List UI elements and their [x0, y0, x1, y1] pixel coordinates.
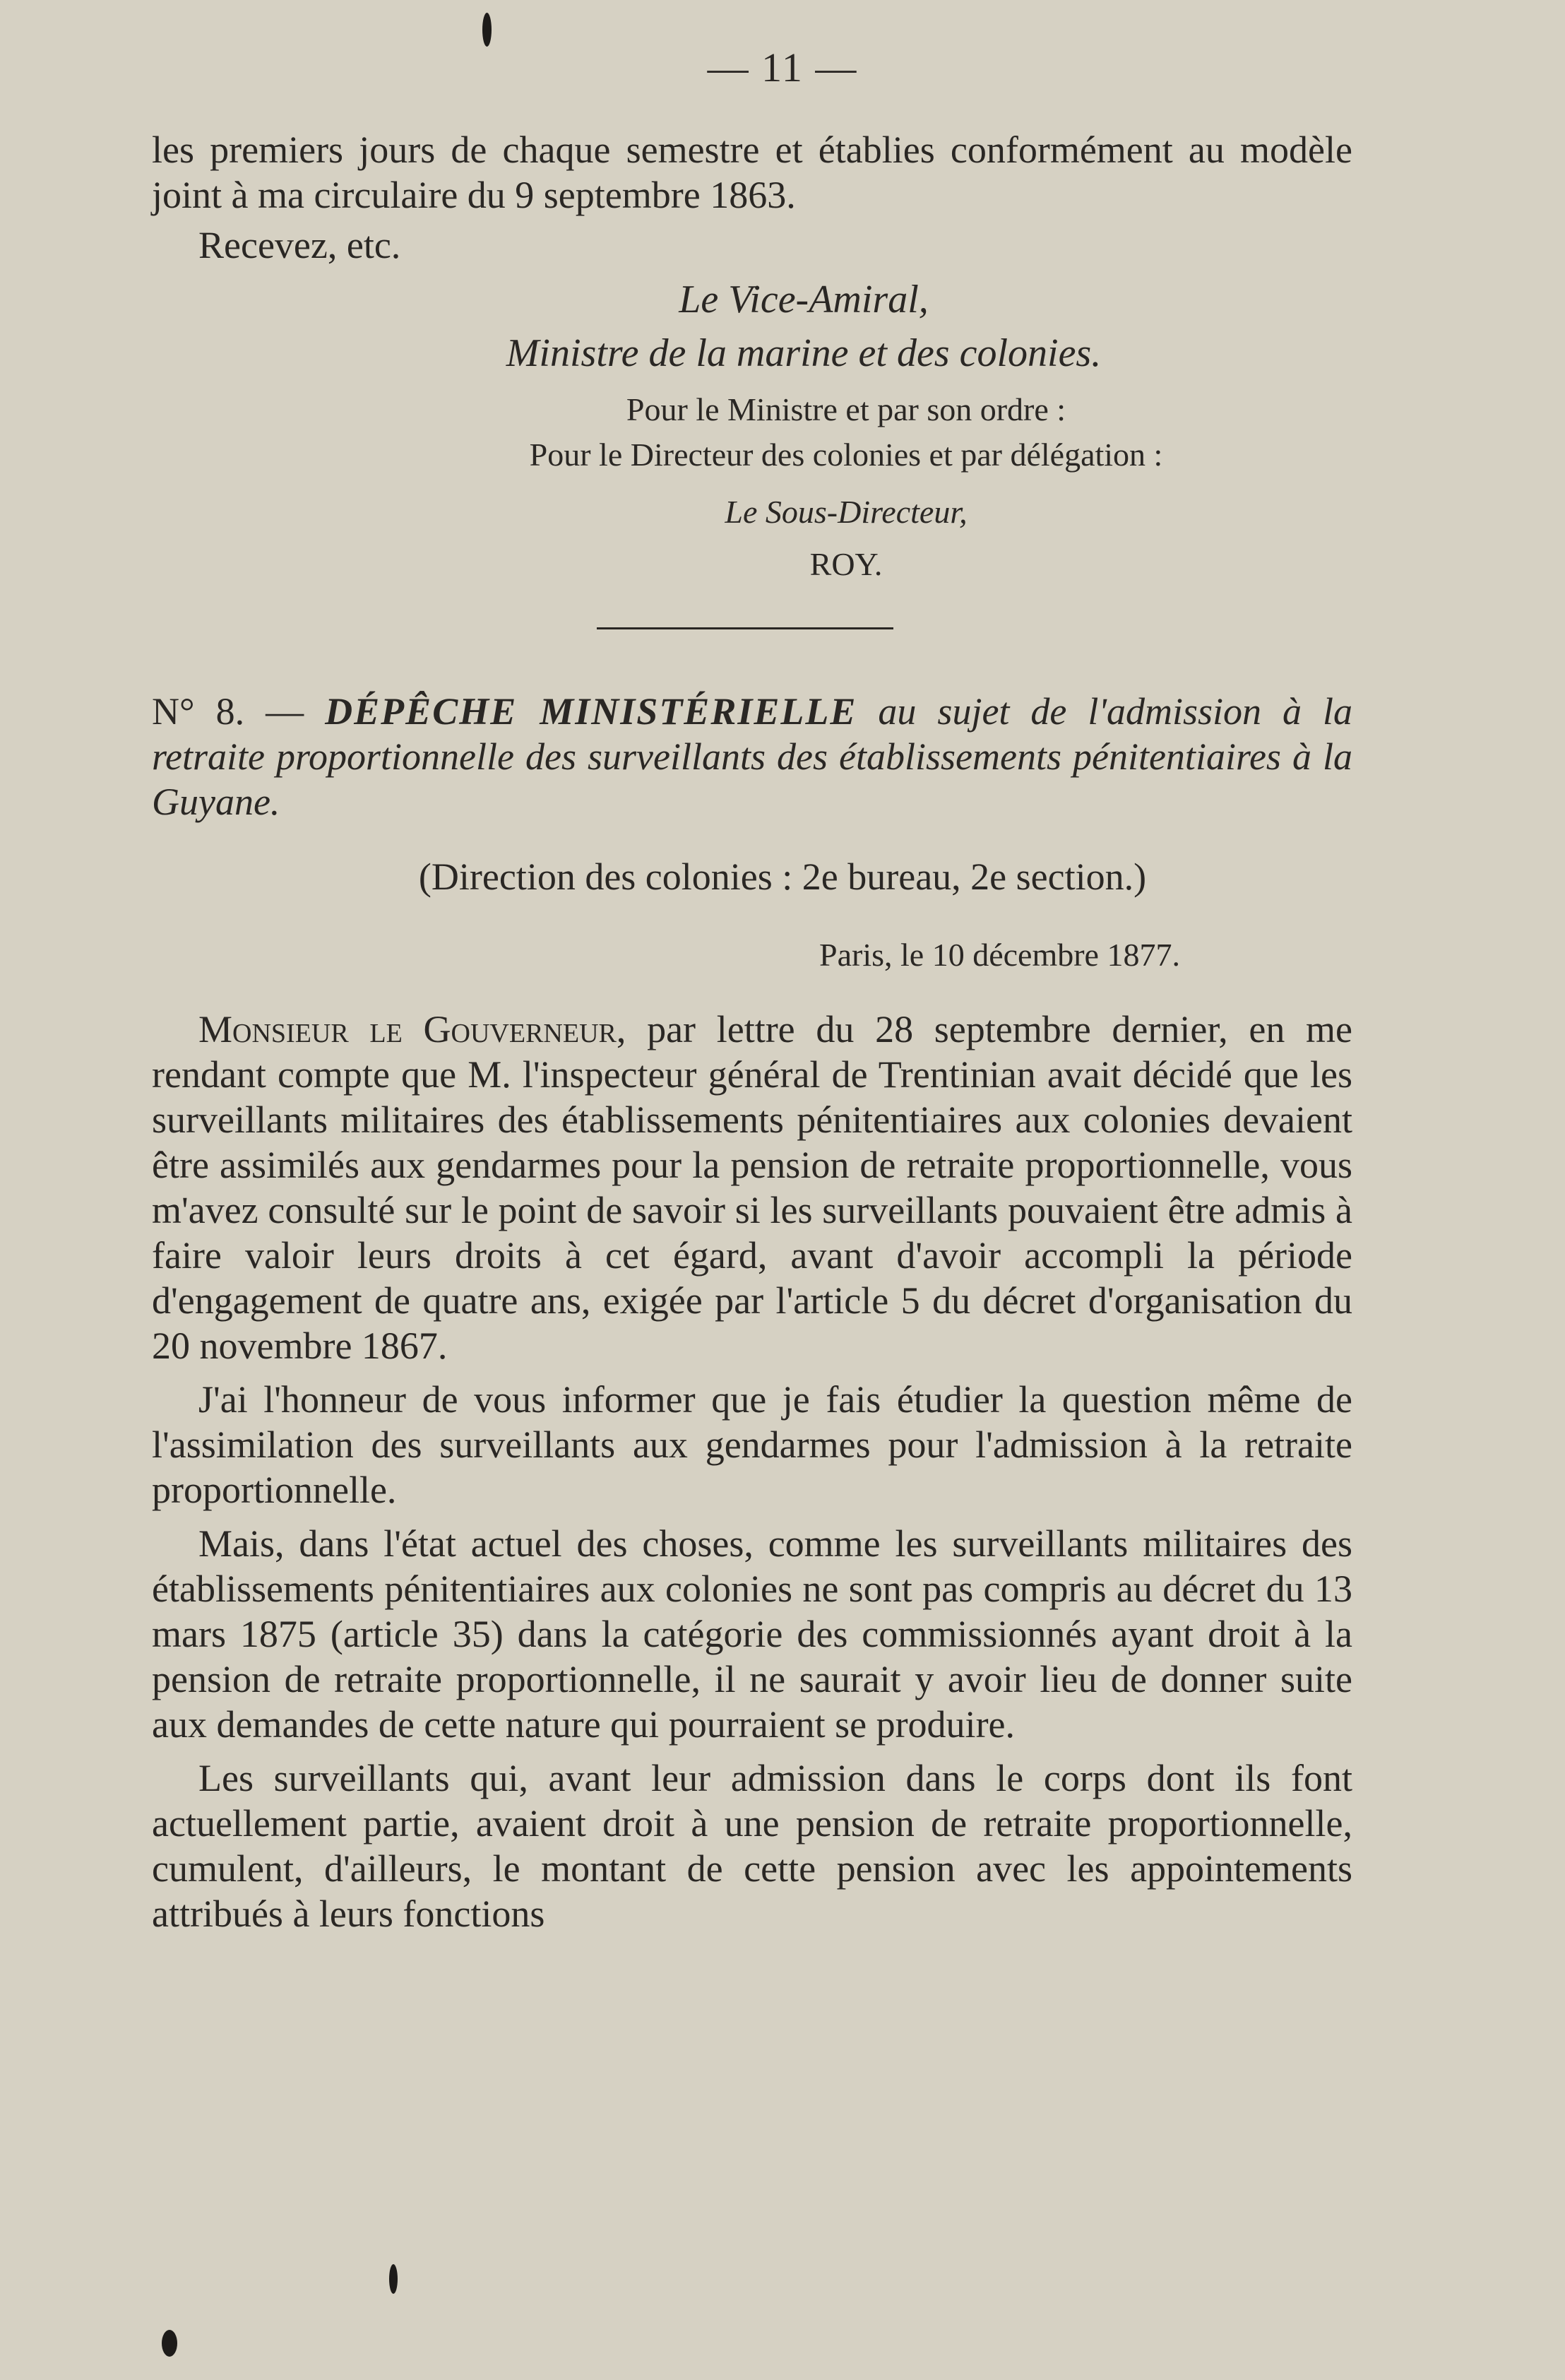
signature-name: ROY. — [809, 546, 883, 582]
top-paragraph: les premiers jours de chaque semestre et établies conformément au modèle joint à ma circulaire du 9 septembre 1863. — [152, 129, 1352, 216]
body-paragraph-1 — [152, 1007, 1352, 1368]
dispatch-subject: au sujet de l'admission à la retraite proportionnelle des surveillants des établissements pénitentiaires à la Guyane. — [152, 690, 1353, 823]
ink-blot-top — [482, 13, 492, 47]
ink-blot-bottom — [389, 2264, 398, 2294]
closing-text: Recevez, etc. — [198, 224, 401, 266]
top-paragraph-block — [152, 127, 1352, 218]
ink-blot-corner — [162, 2330, 177, 2357]
body-paragraph-3: Mais, dans l'état actuel des choses, comme les surveillants militaires des établissements pénitentiaires aux colonies ne sont pas compris au décret du 13 mars 1875 (article 35) dans la catégorie des commissionnés ayant droit à la pension de retraite proportionnelle, il ne saurait y avoir lieu de donner suite aux demandes de cette nature qui pourraient se produire. — [152, 1522, 1352, 1746]
section-divider — [597, 627, 893, 629]
closing-block — [152, 223, 1352, 268]
signature-subdirector: Le Sous-Directeur, — [725, 494, 968, 530]
signature-title-2: Ministre de la marine et des colonies. — [506, 331, 1102, 375]
body-paragraph-4: Les surveillants qui, avant leur admission dans le corps dont ils font actuellement partie, avaient droit à une pension de retraite proportionnelle, cumulent, d'ailleurs, le montant de cette pension avec les appointements attribués à leurs fonctions — [152, 1757, 1352, 1935]
dispatch-title: DÉPÊCHE MINISTÉRIELLE — [325, 690, 857, 733]
signature-order-1: Pour le Ministre et par son ordre : — [626, 391, 1066, 427]
page-number: — 11 — — [707, 45, 858, 90]
dispatch-body — [152, 1007, 1352, 1936]
dispatch-date: Paris, le 10 décembre 1877. — [819, 937, 1180, 973]
signature-title-1: Le Vice-Amiral, — [679, 278, 929, 321]
body-paragraph-1-text: , par lettre du 28 septembre dernier, en me rendant compte que M. l'inspecteur général de Trentinian avait décidé que les surveillants militaires des établissements pénitentiaires aux colonies devaient être assimilés aux gendarmes pour la pension de retraite proportionnelle, vous m'avez consulté sur le point de savoir si les surveillants pouvaient être admis à faire valoir leurs droits à cet égard, avant d'avoir accompli la période d'engagement de quatre ans, exigée par l'article 5 du décret d'organisation du 20 novembre 1867. — [152, 1008, 1352, 1367]
body-paragraph-2: J'ai l'honneur de vous informer que je fais étudier la question même de l'assimilation des surveillants aux gendarmes pour l'admission à la retraite proportionnelle. — [152, 1378, 1352, 1511]
dispatch-direction: (Direction des colonies : 2e bureau, 2e section.) — [418, 856, 1147, 898]
dispatch-heading — [152, 689, 1352, 824]
salutation: Monsieur le Gouverneur — [198, 1008, 617, 1050]
signature-order-2: Pour le Directeur des colonies et par délégation : — [529, 437, 1163, 473]
dispatch-number: N° 8. — — [152, 690, 304, 733]
